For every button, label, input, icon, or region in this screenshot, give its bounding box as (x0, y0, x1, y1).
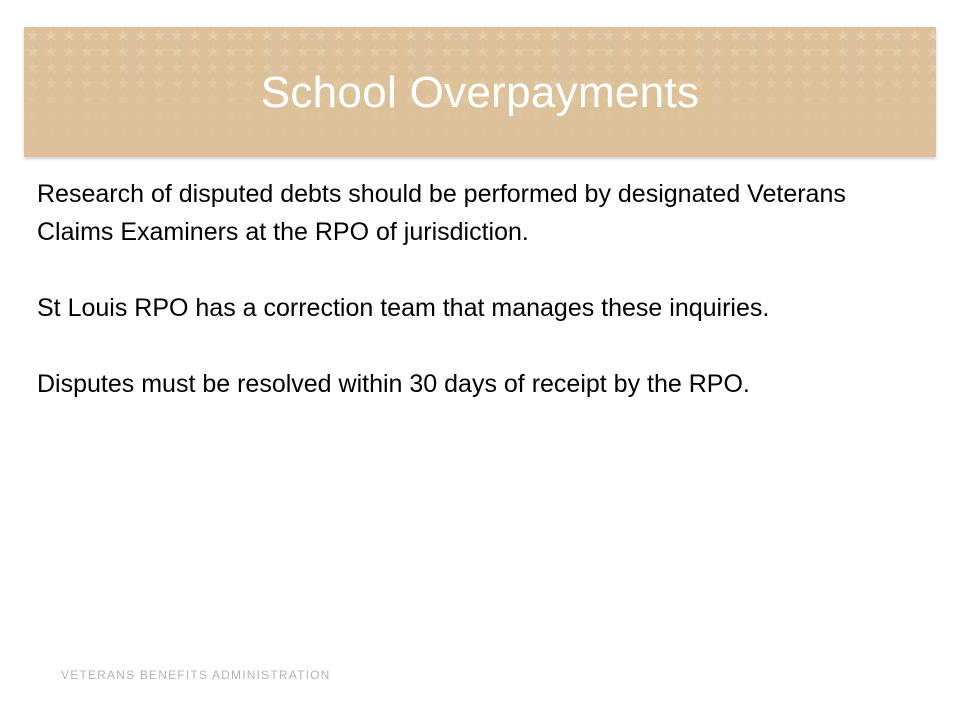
page-title: School Overpayments (260, 68, 700, 117)
paragraph-st-louis: St Louis RPO has a correction team that manages these inquiries. (37, 294, 770, 322)
paragraph-research: Research of disputed debts should be performed by designated Veterans Claims Examiners at the RPO of jurisdiction. (37, 180, 846, 246)
title-banner (24, 27, 936, 157)
paragraph-spacer (37, 327, 897, 365)
footer-label: VETERANS BENEFITS ADMINISTRATION (61, 668, 331, 682)
paragraph-disputes: Disputes must be resolved within 30 days of receipt by the RPO. (37, 370, 750, 398)
slide-body (37, 175, 897, 403)
paragraph-spacer (37, 251, 897, 289)
